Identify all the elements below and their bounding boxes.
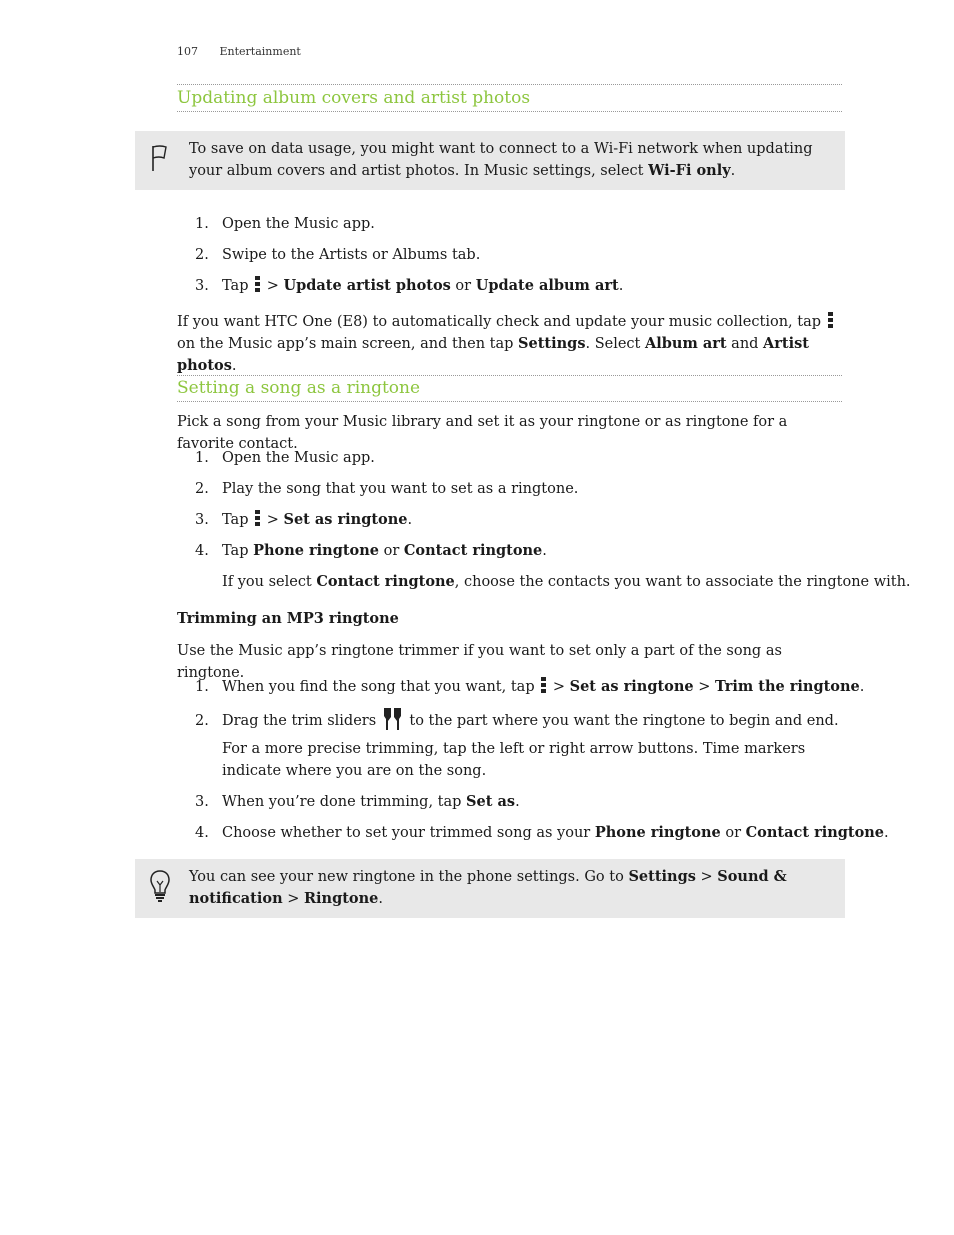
list-item-detail: For a more precise trimming, tap the left or right arrow buttons. Time markers indicate where you are on the song.	[222, 741, 806, 779]
section-title-album-covers: Updating album covers and artist photos	[177, 88, 531, 108]
list-item: 1. Open the Music app.	[195, 216, 375, 232]
list-item: 4. Choose whether to set your trimmed song as your Phone ringtone or Contact ringtone.	[195, 824, 889, 841]
list-item: 4. Tap Phone ringtone or Contact ringtone.	[195, 542, 547, 559]
note-box	[135, 131, 845, 190]
section-title-ringtone: Setting a song as a ringtone	[177, 378, 421, 398]
list-item: 3. When you’re done trimming, tap Set as.	[195, 793, 520, 810]
list-item: 2. Drag the trim sliders to the part where you want the ringtone to begin and end.	[195, 707, 845, 738]
more-options-icon	[541, 676, 546, 694]
list-item-detail: If you select Contact ringtone, choose the contacts you want to associate the ringtone with.	[222, 573, 911, 590]
trim-sliders-icon	[383, 707, 403, 738]
tip-text: You can see your new ringtone in the phone settings. Go to Settings > Sound & notification > Ringtone.	[189, 868, 787, 907]
list-item: 2. Play the song that you want to set as a ringtone.	[195, 481, 579, 497]
section-name: Entertainment	[219, 45, 301, 58]
page-header	[177, 45, 301, 58]
paragraph: Use the Music app’s ringtone trimmer if you want to set only a part of the song as ringtone.	[177, 643, 782, 681]
divider	[177, 375, 842, 376]
page-number: 107	[177, 45, 198, 58]
divider	[177, 401, 842, 402]
lightbulb-icon	[149, 869, 171, 907]
paragraph: If you want HTC One (E8) to automatically check and update your music collection, tap on the Music app’s main screen, and then tap Settings. Select Album art and Artist photos.	[177, 311, 842, 377]
more-options-icon	[255, 509, 260, 527]
paragraph: Pick a song from your Music library and set it as your ringtone or as ringtone for a favorite contact.	[177, 414, 788, 452]
list-item: 3. Tap > Update artist photos or Update album art.	[195, 277, 624, 294]
divider	[177, 111, 842, 112]
subsection-title: Trimming an MP3 ringtone	[177, 610, 399, 627]
list-item: 1. Open the Music app.	[195, 450, 375, 466]
divider	[177, 84, 842, 85]
note-text: To save on data usage, you might want to connect to a Wi-Fi network when updating your album covers and artist photos. In Music settings, select Wi-Fi only.	[189, 141, 813, 179]
list-item: 3. Tap > Set as ringtone.	[195, 511, 413, 528]
more-options-icon	[255, 275, 260, 293]
list-item: 1. When you find the song that you want, tap > Set as ringtone > Trim the ringtone.	[195, 678, 865, 695]
more-options-icon	[828, 311, 833, 329]
list-item: 2. Swipe to the Artists or Albums tab.	[195, 247, 481, 263]
flag-icon	[149, 143, 169, 177]
tip-box	[135, 859, 845, 918]
